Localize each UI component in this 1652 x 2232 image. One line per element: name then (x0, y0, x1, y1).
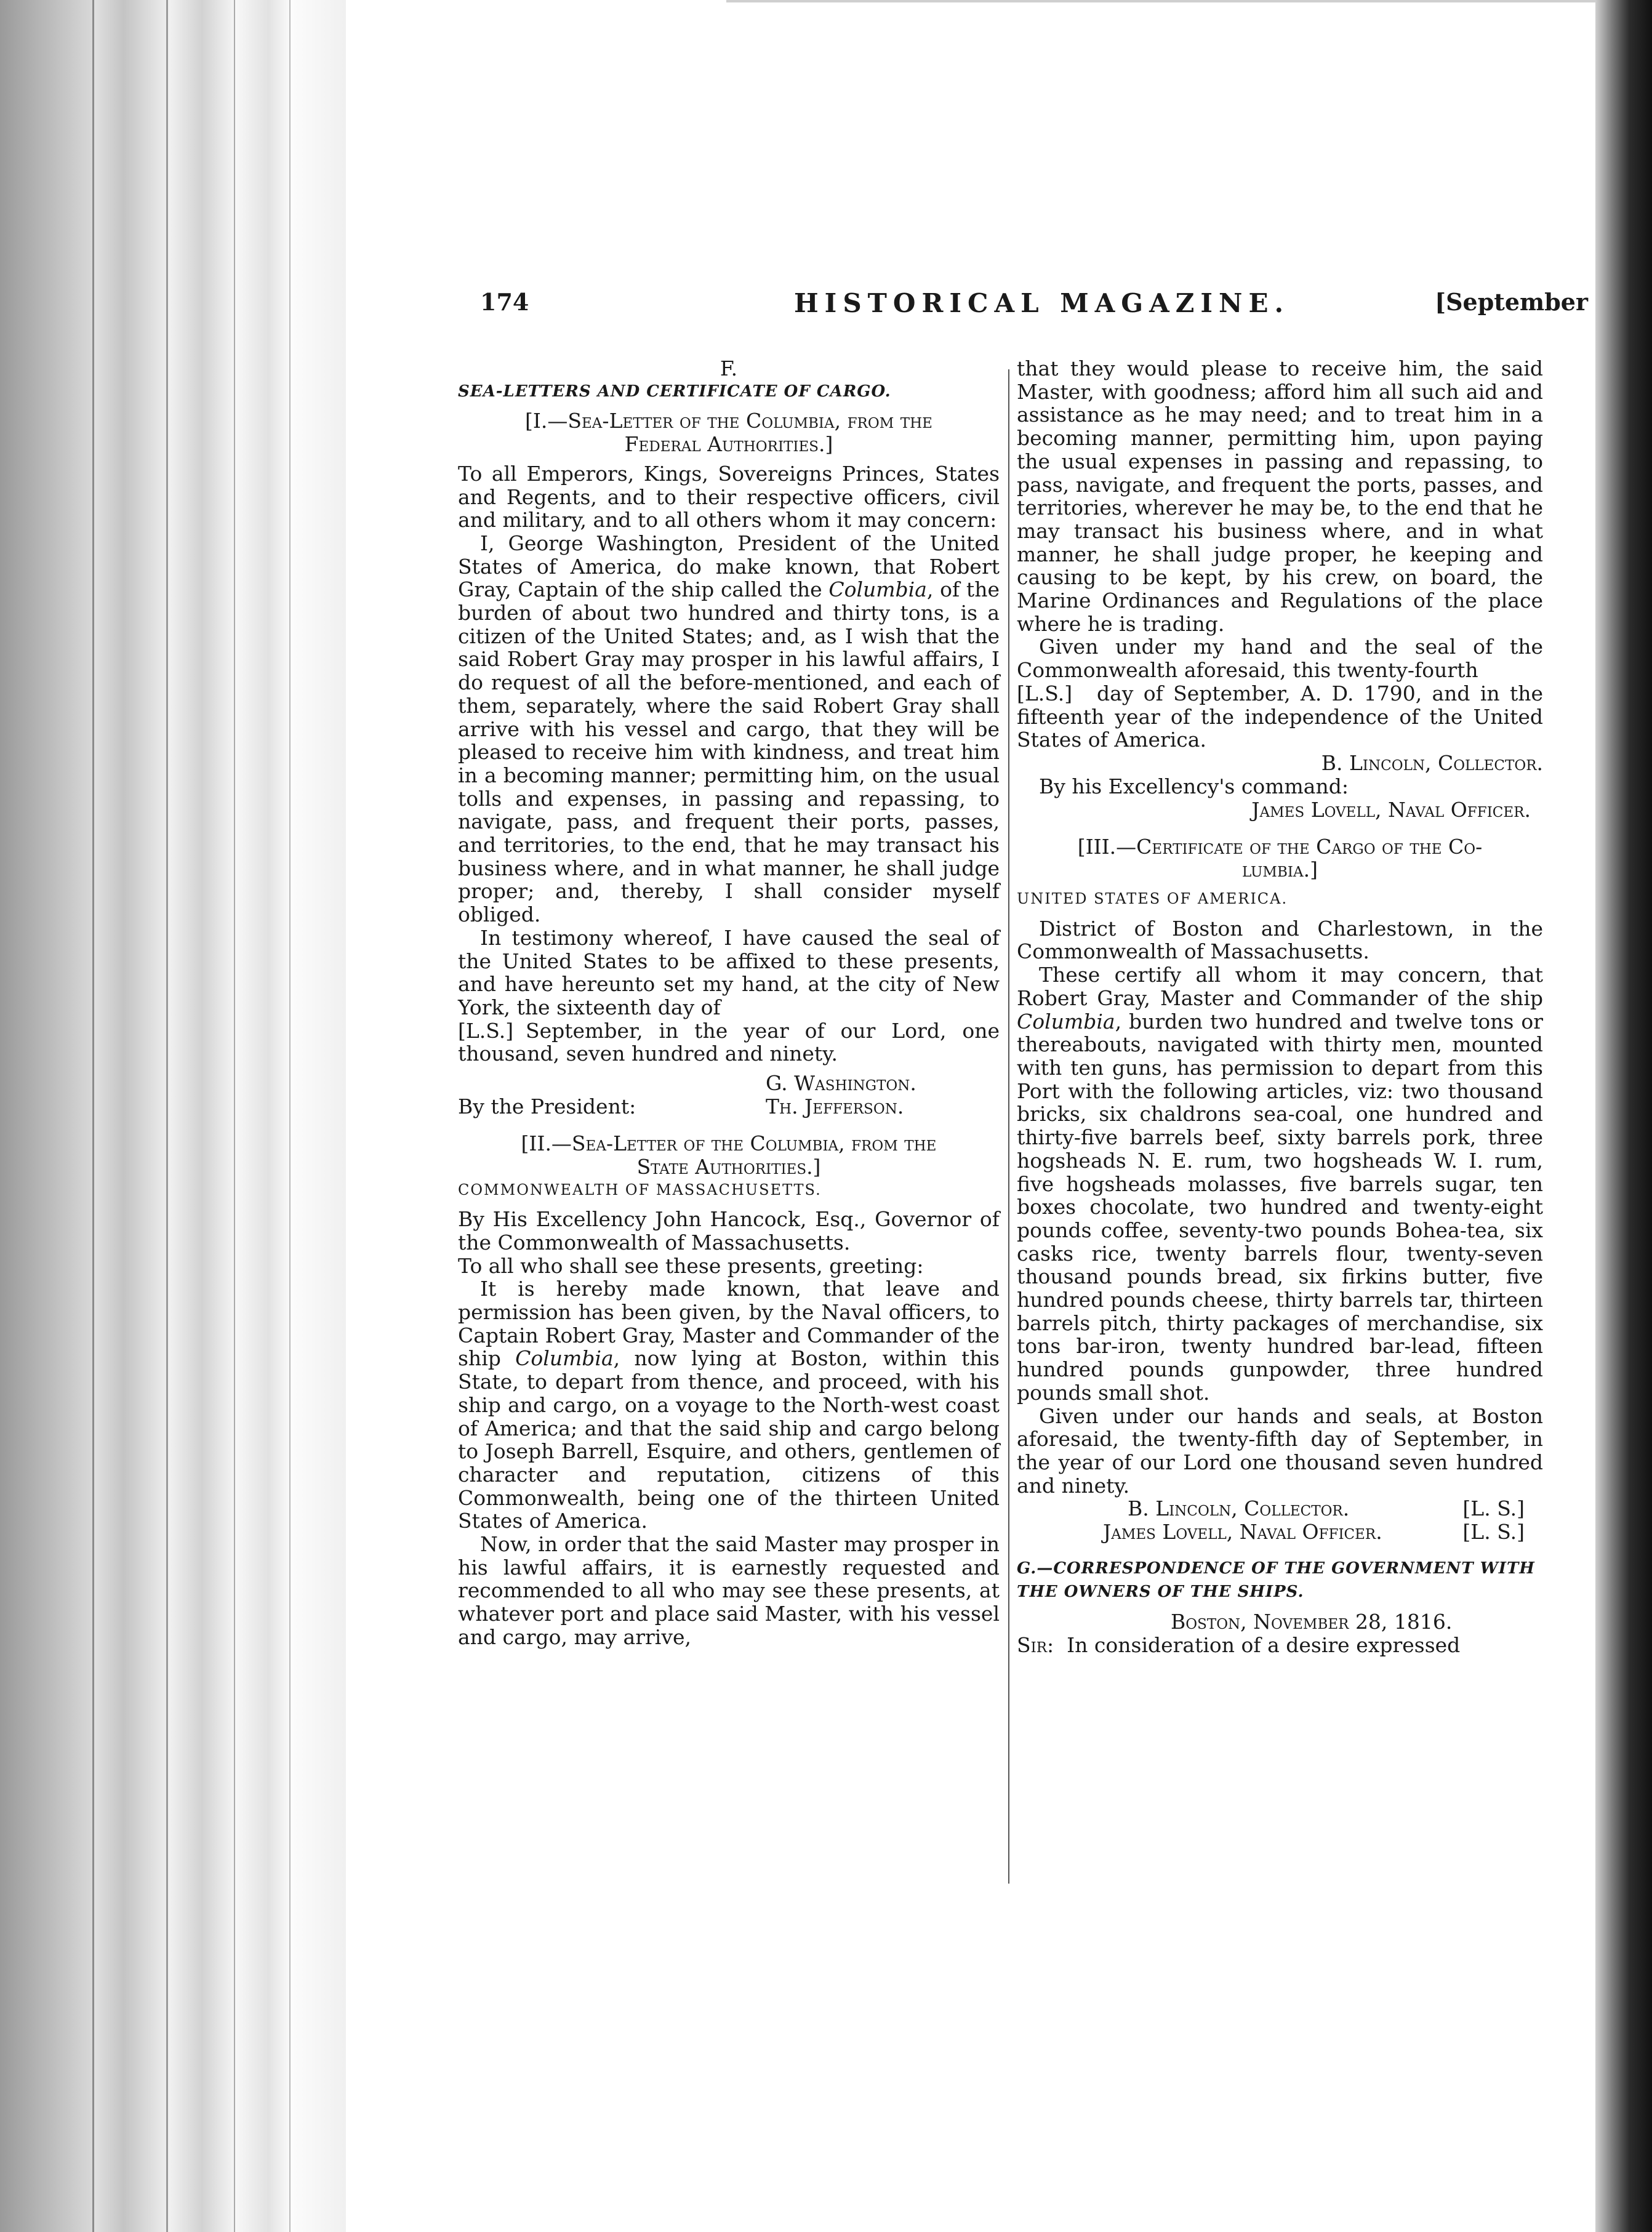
page-header (480, 288, 1588, 343)
page-stack-edges (0, 0, 345, 2232)
page-number: 174 (480, 288, 529, 316)
ship-name: Columbia (828, 577, 927, 602)
ship-name-2: Columbia (515, 1346, 614, 1371)
signature-lovell: James Lovell, Naval Officer. [L. S.] (1103, 1520, 1525, 1544)
signature-hancock: B. Lincoln, Collector. (1321, 750, 1543, 775)
binding-spine (1595, 0, 1652, 2232)
by-command-line: By his Excellency's command: (1039, 774, 1349, 798)
section-letter: F. (720, 356, 738, 380)
subheading-2b: State Authorities.] (636, 1154, 821, 1179)
hancock-paragraph: By His Excellency John Hancock, Esq., Governor of the Commonwealth of Massachusetts. (458, 1207, 1000, 1254)
usa-heading: UNITED STATES OF AMERICA. (1017, 890, 1288, 908)
certificate-paragraph: These certify all whom it may concern, that Robert Gray, Master and Commander of the ship Columbia, burden two hundred and twelve tons or thereabouts, navigated with thirty men, mounted with ten guns, has permission to depart from this Port with the following articles, viz: two thousand bricks, six chaldrons sea-coal, one hundred and thirty-five barrels beef, sixty barrels pork, three hogsheads N. E. rum, two hogsheads W. I. rum, five hogsheads molasses, five barrels sugar, ten boxes chocolate, two hundred and twenty-eight pounds coffee, seventy-two pounds Bohea-tea, six casks rice, twenty barrels flour, twenty-seven thousand pounds bread, six firkins butter, five hundred pounds cheese, thirty barrels tar, thirteen barrels pitch, thirty packages of merchandise, six tons bar-iron, twenty hundred bar-lead, fifteen hundred pounds gunpowder, three hundred pounds small shot. (1017, 963, 1543, 1405)
header-month: [September (1435, 288, 1588, 316)
column-divider (1008, 369, 1009, 1884)
signature-jefferson: By the President: Th. Jefferson. (458, 1094, 904, 1119)
section-title: SEA-LETTERS AND CERTIFICATE OF CARGO. (458, 382, 891, 401)
given-paragraph: Given under my hand and the seal of the Commonwealth aforesaid, this twenty-fourth (1017, 635, 1543, 683)
right-column (1017, 357, 1543, 1656)
permission-paragraph: It is hereby made known, that leave and permission has been given, by the Naval officers, to Captain Robert Gray, Master and Commander of the ship Columbia, now lying at Boston, within this State, to depart from thence, and proceed, with his ship and cargo, on a voyage to the North-west coast of America; and that the said ship and cargo belong to Joseph Barrell, Esquire, and others, gentlemen of character and reputation, citizens of this Commonwealth, being one of the thirteen United States of America. (458, 1277, 1000, 1533)
subheading-1a: [I.—Sea-Letter of the Columbia, from the (525, 409, 932, 433)
signature-lincoln: B. Lincoln, Collector. [L. S.] (1128, 1496, 1525, 1521)
commonwealth-heading: COMMONWEALTH OF MASSACHUSETTS. (458, 1181, 822, 1198)
signature-avery: James Lovell, Naval Officer. (1251, 797, 1531, 822)
section-g-title-a: G.—CORRESPONDENCE OF THE GOVERNMENT WITH (1017, 1559, 1535, 1578)
subheading-1b: Federal Authorities.] (624, 432, 833, 457)
top-edge-line (726, 0, 1600, 2)
request-paragraph: Now, in order that the said Master may prosper in his lawful affairs, it is earnestly requested and recommended to all who may see these presents, at whatever port and place said Master, with his vessel and cargo, may arrive, (458, 1532, 1000, 1649)
subheading-3a: [III.—Certificate of the Cargo of the Co- (1077, 834, 1483, 859)
district-line: District of Boston and Charlestown, in the Commonwealth of Massachusetts. (1017, 916, 1543, 964)
testimony-paragraph: In testimony whereof, I have caused the seal of the United States to be affixed to these presents, and have hereunto set my hand, at the city of New York, the sixteenth day of (458, 925, 1000, 1019)
washington-paragraph: I, George Washington, President of the United States of America, do make known, that Robert Gray, Captain of the ship called the Columbia, of the burden of about two hundred and thirty tons, is a citizen of the United States; and, as I wish that the said Robert Gray may prosper in his lawful affairs, I do request of all the before-mentioned, and each of them, separately, where the said Robert Gray shall arrive with his vessel and cargo, that they will be pleased to receive him with kindness, and treat him in a becoming manner; permitting him, on the usual tolls and expenses, in passing and repassing, to navigate, pass, and frequent their ports, passes, and territories, to the end, that he may transact his business where, and in what manner, he shall judge proper; and, thereby, I shall consider myself obliged. (458, 531, 1000, 927)
address-paragraph: To all Emperors, Kings, Sovereigns Princes, States and Regents, and to their respective officers, civil and military, and to all others whom it may concern: (458, 461, 1000, 532)
section-g-title-b: THE OWNERS OF THE SHIPS. (1017, 1583, 1304, 1602)
seal-mark-2: [L.S.] (1017, 681, 1073, 705)
dateline: Boston, November 28, 1816. (1171, 1609, 1453, 1634)
left-column (458, 357, 1000, 1649)
given-paragraph-cont: [L.S.] day of September, A. D. 1790, and in the fifteenth year of the independence of the United States of America. (1017, 681, 1543, 752)
subheading-2a: [II.—Sea-Letter of the Columbia, from the (521, 1131, 937, 1156)
greeting-paragraph: To all who shall see these presents, greeting: (458, 1253, 924, 1278)
magazine-title: HISTORICAL MAGAZINE. (794, 288, 1290, 318)
given-seals-paragraph: Given under our hands and seals, at Boston aforesaid, the twenty-fifth day of September, in the year of our Lord one thousand seven hundred and ninety. (1017, 1403, 1543, 1498)
testimony-paragraph-cont: [L.S.] September, in the year of our Lord, one thousand, seven hundred and ninety. (458, 1018, 1000, 1066)
ship-name-3: Columbia (1017, 1009, 1115, 1034)
sir-line: Sir: In consideration of a desire expressed (1017, 1632, 1461, 1657)
seal-mark: [L.S.] (458, 1018, 514, 1043)
signature-washington: G. Washington. (766, 1071, 916, 1096)
continued-paragraph: that they would please to receive him, the said Master, with goodness; afford him all such aid and assistance as he may need; and to treat him in a becoming manner, permitting him, upon paying the usual expenses in passing and repassing, to pass, navigate, and frequent the ports, passes, and territories, wherever he may be, to the end that he may transact his business where, and in what manner, he shall judge proper, he keeping and causing to be kept, by his crew, on board, the Marine Ordinances and Regulations of the place where he is trading. (1017, 356, 1543, 636)
subheading-3b: lumbia.] (1242, 857, 1318, 882)
